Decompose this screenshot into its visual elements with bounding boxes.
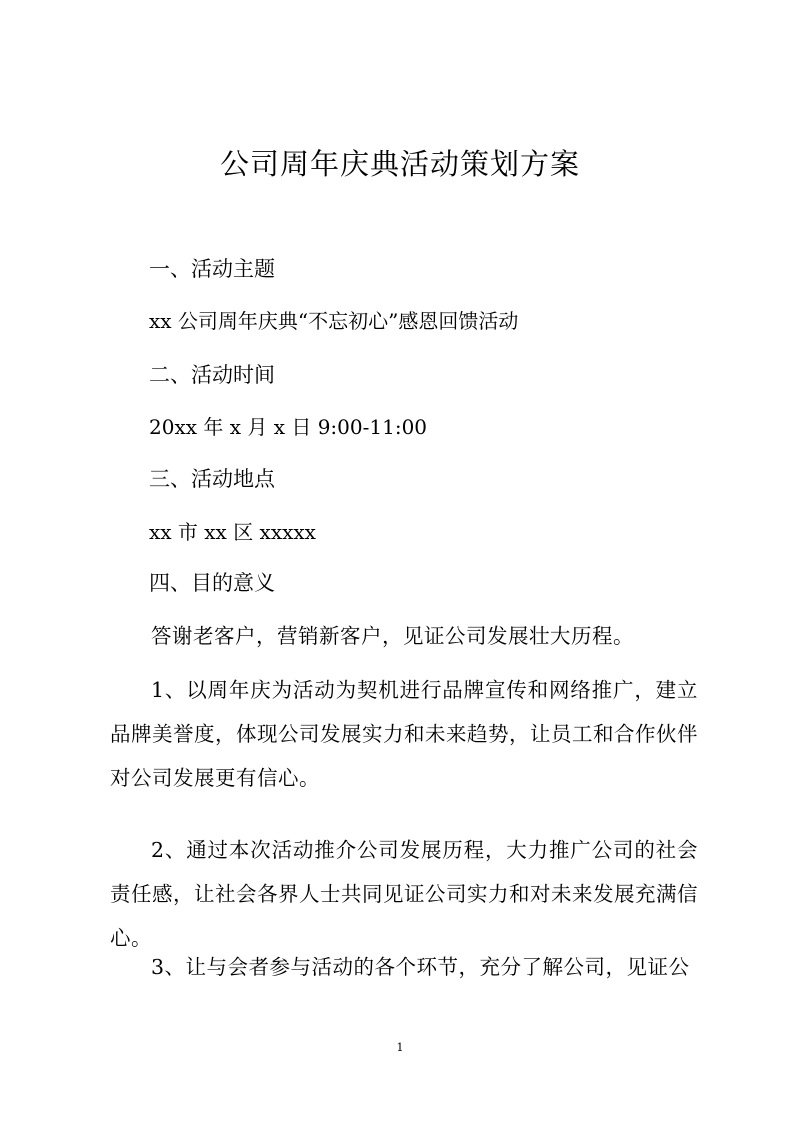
document-title: 公司周年庆典活动策划方案 [219,147,580,181]
section-heading-time: 二、活动时间 [149,363,275,387]
page-number: 1 [396,1041,404,1054]
section-content-time: 20xx 年 x 月 x 日 9:00-11:00 [149,415,428,439]
section-heading-theme: 一、活动主题 [149,257,275,281]
section-content-theme: xx 公司周年庆典“不忘初心”感恩回馈活动 [149,309,519,333]
section-content-location: xx 市 xx 区 xxxxx [149,520,316,544]
section-heading-purpose: 四、目的意义 [149,571,275,595]
paragraph-point-3: 3、让与会者参与活动的各个环节，充分了解公司，见证公 [151,955,690,979]
paragraph-point-2: 2、通过本次活动推介公司发展历程，大力推广公司的社会责任感，让社会各界人士共同见证公司实力和对未来发展充满信心。 [110,838,698,950]
paragraph-summary: 答谢老客户，营销新客户，见证公司发展壮大历程。 [151,624,634,648]
section-heading-location: 三、活动地点 [149,467,275,491]
paragraph-point-1: 1、以周年庆为活动为契机进行品牌宣传和网络推广，建立品牌美誉度，体现公司发展实力和未来趋势，让员工和合作伙伴对公司发展更有信心。 [110,678,698,790]
